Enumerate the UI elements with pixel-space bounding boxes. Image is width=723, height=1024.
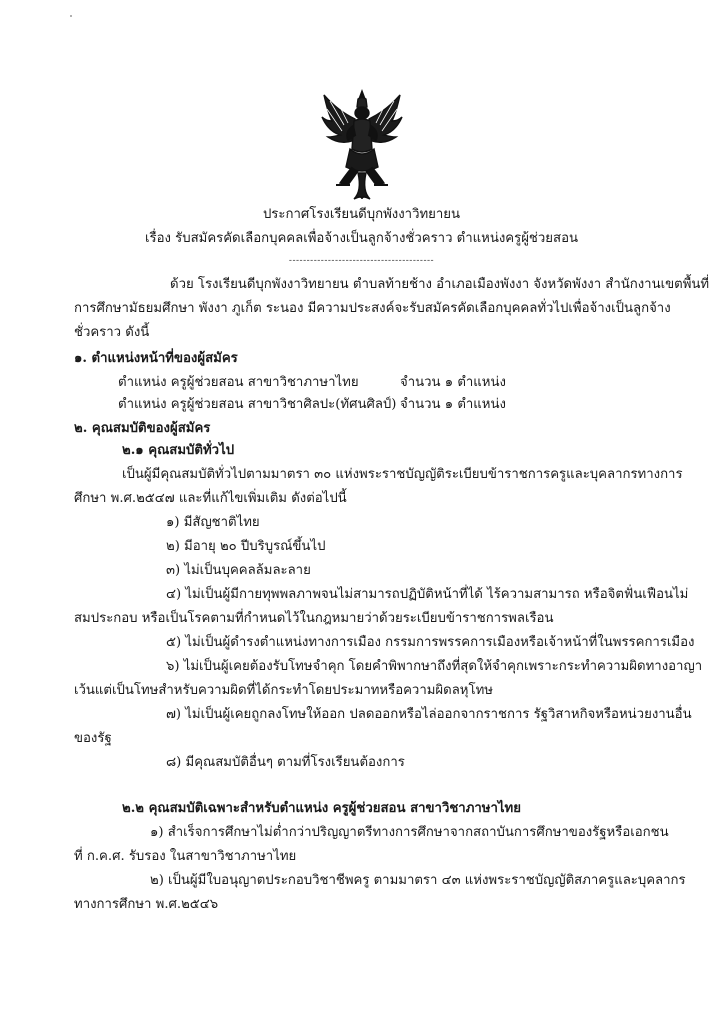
intro-line-1: ด้วย โรงเรียนดีบุกพังงาวิทยายน ตำบลท้ายช้าง อำเภอเมืองพังงา จังหวัดพังงา สำนักงานเขตพื้นที่ [170, 277, 710, 292]
general-qual-item-7b: ของรัฐ [74, 731, 112, 746]
announcement-title: ประกาศโรงเรียนดีบุกพังงาวิทยายน [262, 207, 461, 222]
general-qual-item-5: ๕) ไม่เป็นผู้ดำรงตำแหน่งทางการเมือง กรรมการพรรคการเมืองหรือเจ้าหน้าที่ในพรรคการเมือง [166, 635, 695, 650]
position-2-title: ตำแหน่ง ครูผู้ช่วยสอน สาขาวิชาศิลปะ(ทัศนศิลป์) [118, 397, 397, 412]
intro-line-3: ชั่วคราว ดังนี้ [74, 325, 150, 340]
position-1-title: ตำแหน่ง ครูผู้ช่วยสอน สาขาวิชาภาษาไทย [118, 375, 359, 390]
specific-qual-item-2b: ทางการศึกษา พ.ศ.๒๕๔๖ [74, 897, 219, 912]
announcement-subject: เรื่อง รับสมัครคัดเลือกบุคคลเพื่อจ้างเป็นลูกจ้างชั่วคราว ตำแหน่งครูผู้ช่วยสอน [144, 231, 579, 246]
general-qual-item-1: ๑) มีสัญชาติไทย [166, 515, 260, 530]
general-qual-item-2: ๒) มีอายุ ๒๐ ปีบริบูรณ์ขึ้นไป [166, 539, 326, 554]
general-qual-intro-2: ศึกษา พ.ศ.๒๕๔๗ และที่แก้ไขเพิ่มเติม ดังต่อไปนี้ [74, 491, 347, 506]
general-qual-item-3: ๓) ไม่เป็นบุคคลล้มละลาย [166, 563, 311, 578]
general-qual-item-6a: ๖) ไม่เป็นผู้เคยต้องรับโทษจำคุก โดยคำพิพากษาถึงที่สุดให้จำคุกเพราะกระทำความผิดทางอาญา [166, 659, 703, 674]
section-2-1-heading: ๒.๑ คุณสมบัติทั่วไป [122, 443, 235, 458]
general-qual-item-4b: สมประกอบ หรือเป็นโรคตามที่กำหนดไว้ในกฎหมายว่าด้วยระเบียบข้าราชการพลเรือน [74, 611, 554, 626]
general-qual-item-4a: ๔) ไม่เป็นผู้มีกายทุพพลภาพจนไม่สามารถปฏิบัติหน้าที่ได้ ไร้ความสามารถ หรือจิตฟั่นเฟือนไม่ [166, 587, 689, 602]
general-qual-item-7a: ๗) ไม่เป็นผู้เคยถูกลงโทษให้ออก ปลดออกหรือไล่ออกจากราชการ รัฐวิสาหกิจหรือหน่วยงานอื่น [166, 707, 692, 722]
title-separator: ----------------------------------------- [288, 256, 435, 266]
section-2-2-heading: ๒.๒ คุณสมบัติเฉพาะสำหรับตำแหน่ง ครูผู้ช่วยสอน สาขาวิชาภาษาไทย [122, 801, 521, 816]
position-1-count: จำนวน ๑ ตำแหน่ง [400, 375, 506, 390]
general-qual-intro-1: เป็นผู้มีคุณสมบัติทั่วไปตามมาตรา ๓๐ แห่งพระราชบัญญัติระเบียบข้าราชการครูและบุคลากรทางการ [122, 467, 683, 482]
intro-line-2: การศึกษามัธยมศึกษา พังงา ภูเก็ต ระนอง มีความประสงค์จะรับสมัครคัดเลือกบุคคลทั่วไปเพื่อจ้างเป็นลูกจ้าง [74, 301, 671, 316]
specific-qual-item-1a: ๑) สำเร็จการศึกษาไม่ต่ำกว่าปริญญาตรีทางการศึกษาจากสถาบันการศึกษาของรัฐหรือเอกชน [150, 825, 669, 840]
section-2-heading: ๒. คุณสมบัติของผู้สมัคร [74, 421, 211, 436]
scan-speck [70, 15, 72, 17]
specific-qual-item-1b: ที่ ก.ค.ศ. รับรอง ในสาขาวิชาภาษาไทย [74, 849, 297, 864]
garuda-emblem-icon [318, 87, 406, 203]
general-qual-item-8: ๘) มีคุณสมบัติอื่นๆ ตามที่โรงเรียนต้องการ [166, 755, 405, 770]
section-1-heading: ๑. ตำแหน่งหน้าที่ของผู้สมัคร [74, 351, 238, 366]
general-qual-item-6b: เว้นแต่เป็นโทษสำหรับความผิดที่ได้กระทำโดยประมาทหรือความผิดลหุโทษ [74, 683, 493, 698]
position-2-count: จำนวน ๑ ตำแหน่ง [400, 397, 506, 412]
specific-qual-item-2a: ๒) เป็นผู้มีใบอนุญาตประกอบวิชาชีพครู ตามมาตรา ๔๓ แห่งพระราชบัญญัติสภาครูและบุคลากร [150, 873, 686, 888]
